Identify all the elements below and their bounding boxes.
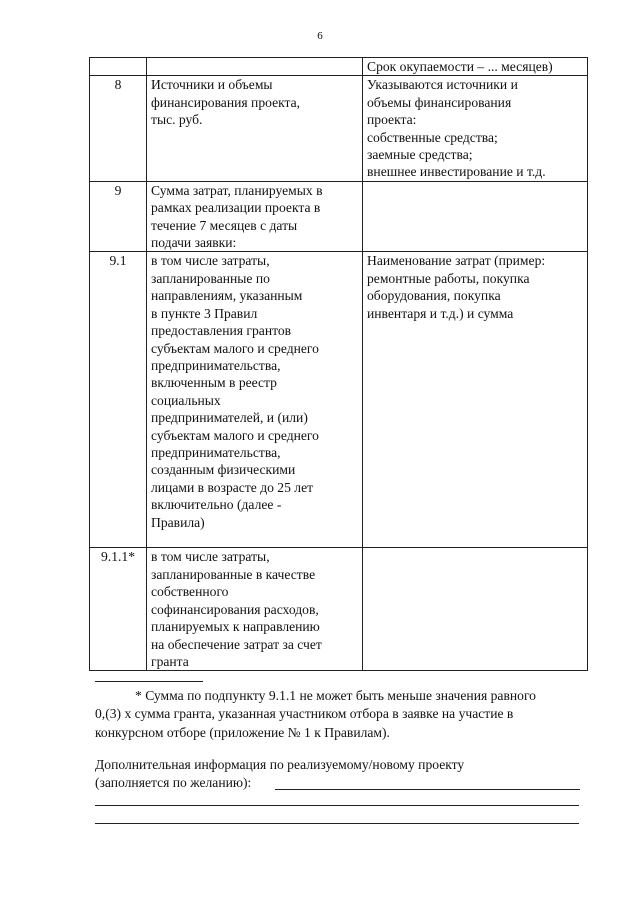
row-label-line: в том числе затраты, xyxy=(151,253,270,269)
row-label-line: предпринимательства, xyxy=(151,357,281,373)
row-label-line: подачи заявки: xyxy=(151,235,237,251)
footnote-line: 0,(3) х сумма гранта, указанная участником отбора в заявке на участие в xyxy=(95,706,514,722)
row-label-line: собственного xyxy=(151,584,229,600)
table-header-row xyxy=(90,58,588,76)
row-label-line: предпринимательства, xyxy=(151,444,281,460)
row-label-line: запланированные в качестве xyxy=(151,566,316,582)
row-label-line: включенным в реестр xyxy=(151,375,277,391)
row-value xyxy=(363,76,588,181)
row-value-line: проекта: xyxy=(367,112,417,128)
row-label xyxy=(147,252,363,548)
row-label-line: планируемых к направлению xyxy=(151,619,320,635)
row-value-line: внешнее инвестирование и т.д. xyxy=(367,164,546,180)
row-label-line: субъектам малого и среднего xyxy=(151,340,319,356)
row-value-line: собственные средства; xyxy=(367,129,498,145)
row-label-line: запланированные по xyxy=(151,270,270,286)
row-number: 9 xyxy=(90,181,147,252)
row-label-line: Сумма затрат, планируемых в xyxy=(151,182,323,198)
table-row xyxy=(90,76,588,181)
row-value xyxy=(363,252,588,548)
additional-info-line: (заполняется по желанию): xyxy=(95,775,252,790)
header-cell-label xyxy=(147,58,363,76)
row-label-line: тыс. руб. xyxy=(151,112,203,128)
footnote-line: конкурсном отборе (приложение № 1 к Правилам). xyxy=(95,724,390,740)
row-label-line: лицами в возрасте до 25 лет xyxy=(151,479,314,495)
row-value-line: ремонтные работы, покупка xyxy=(367,270,530,286)
row-label xyxy=(147,76,363,181)
row-label-line: на обеспечение затрат за счет xyxy=(151,636,322,652)
answer-line[interactable] xyxy=(95,805,579,806)
footnote xyxy=(95,687,585,742)
row-label-line: финансирования проекта, xyxy=(151,94,301,110)
answer-line[interactable] xyxy=(275,789,580,790)
row-label-line: Правила) xyxy=(151,514,205,530)
row-value-line: инвентаря и т.д.) и сумма xyxy=(367,305,514,321)
row-label-line: субъектам малого и среднего xyxy=(151,427,319,443)
row-label-line: рамках реализации проекта в xyxy=(151,200,321,216)
row-label-line: в том числе затраты, xyxy=(151,549,270,565)
row-label-line: течение 7 месяцев с даты xyxy=(151,217,298,233)
table-row xyxy=(90,548,588,671)
answer-line[interactable] xyxy=(95,823,579,824)
header-cell-num xyxy=(90,58,147,76)
footnote-rule xyxy=(95,681,203,682)
row-value-line: объемы финансирования xyxy=(367,94,512,110)
table-row xyxy=(90,252,588,548)
table-row xyxy=(90,181,588,252)
row-label-line: созданным физическими xyxy=(151,462,296,478)
row-label-line: Источники и объемы xyxy=(151,77,273,93)
row-label-line: социальных xyxy=(151,392,221,408)
row-value[interactable] xyxy=(363,181,588,252)
additional-info-line: Дополнительная информация по реализуемому/новому проекту xyxy=(95,757,465,772)
page-number: 6 xyxy=(317,30,323,42)
row-label-line: софинансирования расходов, xyxy=(151,601,319,617)
row-value-line: заемные средства; xyxy=(367,147,473,163)
row-label-line: гранта xyxy=(151,653,189,669)
row-number: 8 xyxy=(90,76,147,181)
row-label-line: предпринимателей, и (или) xyxy=(151,410,308,426)
row-value-line: Наименование затрат (пример: xyxy=(367,253,546,269)
header-cell-note xyxy=(363,58,588,76)
row-label-line: предоставления грантов xyxy=(151,323,292,339)
row-number: 9.1 xyxy=(90,252,147,548)
row-label xyxy=(147,181,363,252)
row-value-line: Указываются источники и xyxy=(367,77,518,93)
row-value-line: оборудования, покупка xyxy=(367,288,501,304)
project-info-table xyxy=(89,57,588,671)
footnote-line: * Сумма по подпункту 9.1.1 не может быть меньше значения равного xyxy=(135,688,536,703)
row-label-line: в пункте 3 Правил xyxy=(151,305,258,321)
row-label xyxy=(147,548,363,671)
row-number: 9.1.1* xyxy=(90,548,147,671)
payback-period-text: Срок окупаемости – ... месяцев) xyxy=(367,59,553,74)
row-label-line: направлениям, указанным xyxy=(151,288,303,304)
row-value[interactable] xyxy=(363,548,588,671)
additional-info xyxy=(95,756,585,792)
row-label-line: включительно (далее - xyxy=(151,497,282,513)
